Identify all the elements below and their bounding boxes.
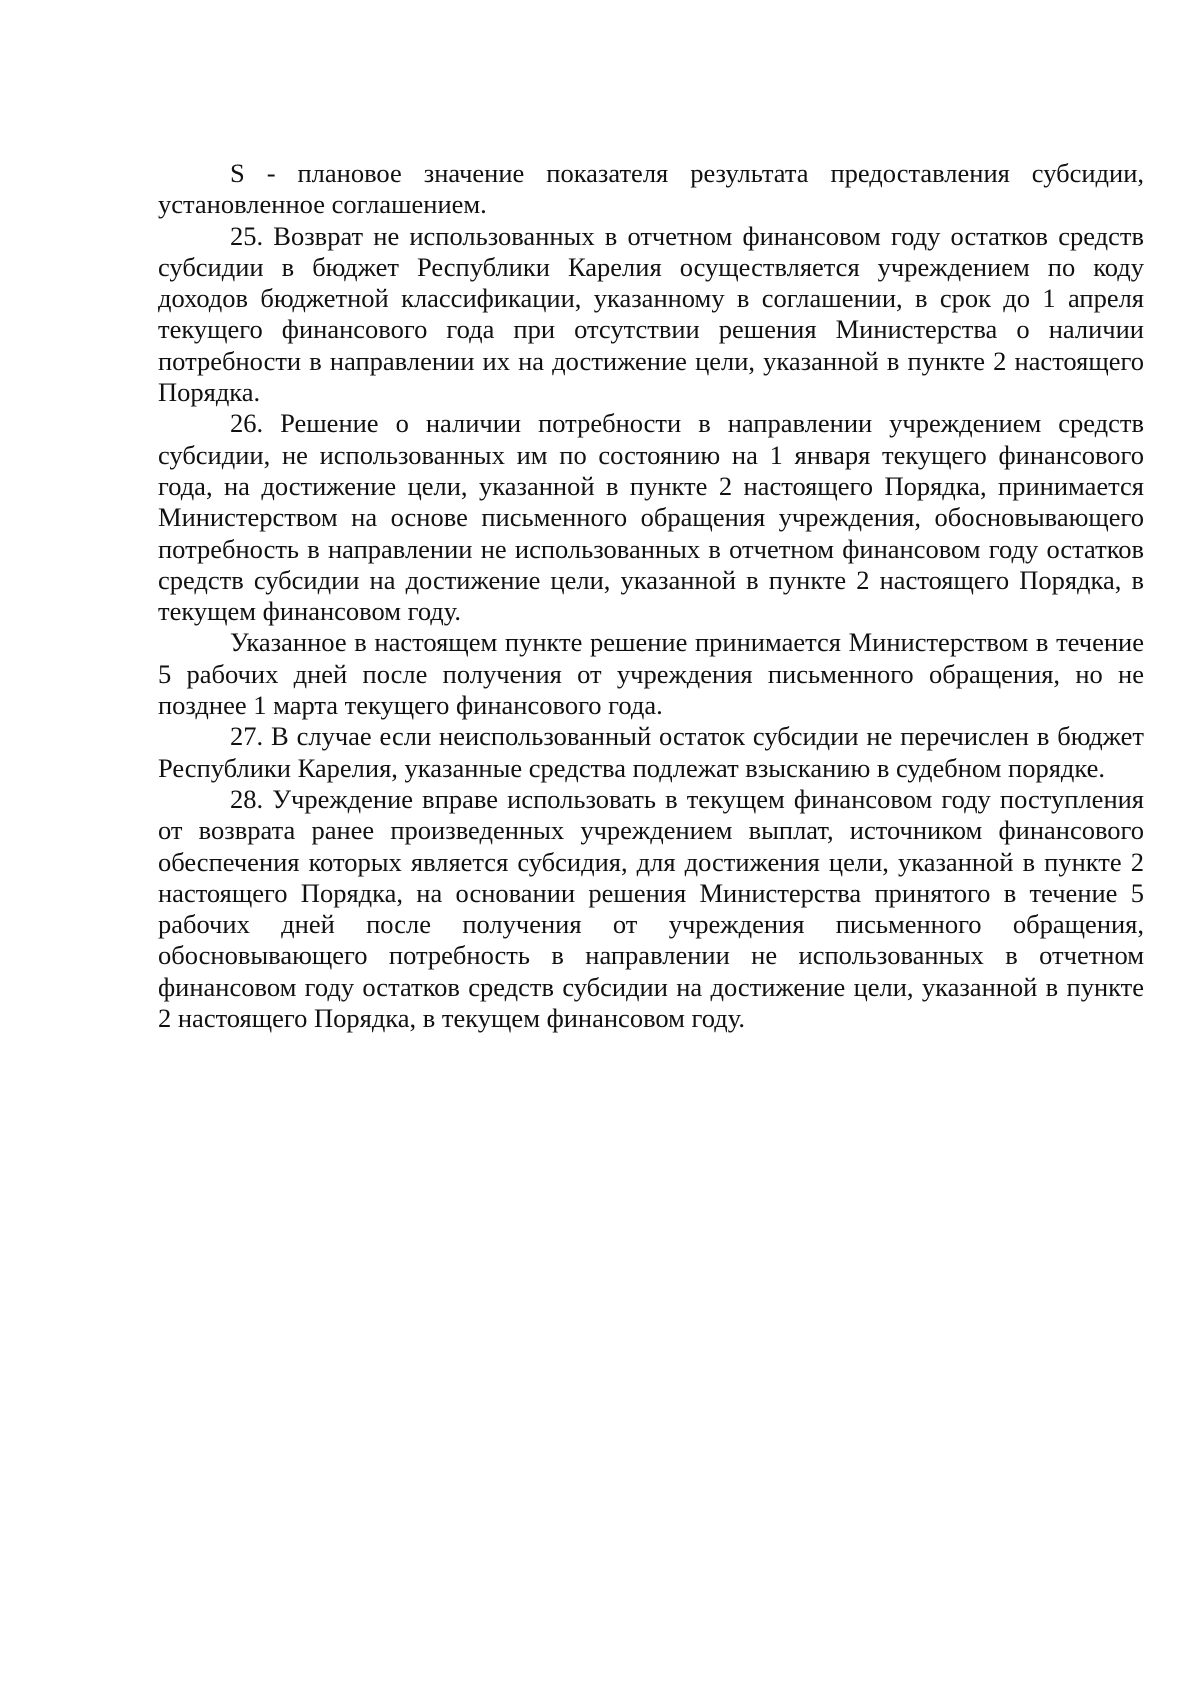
- paragraph-clause-25: 25. Возврат не использованных в отчетном финансовом году остатков средств субсидии в бюджет Республики Карелия осуществляется учреждением по коду доходов бюджетной классификации, указанному в соглашении, в срок до 1 апреля текущего финансового года при отсутствии решения Министерства о наличии потребности в направлении их на достижение цели, указанной в пункте 2 настоящего Порядка.: [158, 220, 1144, 408]
- paragraph-clause-27: 27. В случае если неиспользованный остаток субсидии не перечислен в бюджет Республики Карелия, указанные средства подлежат взысканию в судебном порядке.: [158, 721, 1144, 783]
- paragraph-clause-26-continuation: Указанное в настоящем пункте решение принимается Министерством в течение 5 рабочих дней после получения от учреждения письменного обращения, но не позднее 1 марта текущего финансового года.: [158, 627, 1144, 721]
- paragraph-clause-26: 26. Решение о наличии потребности в направлении учреждением средств субсидии, не использованных им по состоянию на 1 января текущего финансового года, на достижение цели, указанной в пункте 2 настоящего Порядка, принимается Министерством на основе письменного обращения учреждения, обосновывающего потребность в направлении не использованных в отчетном финансовом году остатков средств субсидии на достижение цели, указанной в пункте 2 настоящего Порядка, в текущем финансовом году.: [158, 408, 1144, 627]
- paragraph-s-definition: S - плановое значение показателя результата предоставления субсидии, установленное соглашением.: [158, 158, 1144, 220]
- document-body: [158, 158, 1144, 1034]
- paragraph-clause-28: 28. Учреждение вправе использовать в текущем финансовом году поступления от возврата ранее произведенных учреждением выплат, источником финансового обеспечения которых является субсидия, для достижения цели, указанной в пункте 2 настоящего Порядка, на основании решения Министерства принятого в течение 5 рабочих дней после получения от учреждения письменного обращения, обосновывающего потребность в направлении не использованных в отчетном финансовом году остатков средств субсидии на достижение цели, указанной в пункте 2 настоящего Порядка, в текущем финансовом году.: [158, 783, 1144, 1034]
